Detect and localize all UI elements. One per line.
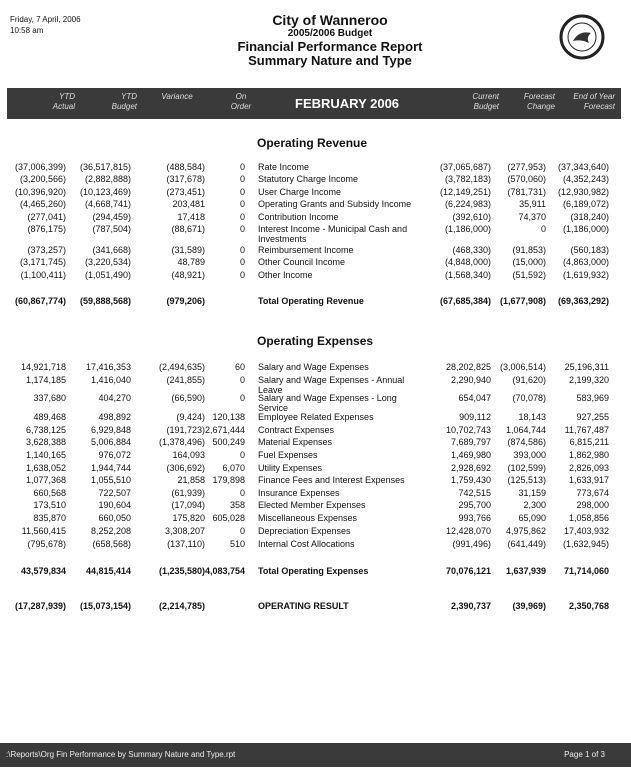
cell-variance: (488,584) <box>166 162 205 172</box>
cell-current-budget: 12,428,070 <box>445 526 491 536</box>
cell-ytd-actual: (4,465,260) <box>19 199 66 209</box>
cell-current-budget: (4,848,000) <box>444 257 491 267</box>
cell-line-item: Material Expenses <box>258 437 333 447</box>
cell-ytd-actual: 14,921,718 <box>20 362 66 372</box>
cell-line-item: User Charge Income <box>258 187 342 197</box>
cell-line-item: Other Income <box>258 270 313 280</box>
cell-ytd-actual: 1,077,368 <box>25 475 66 485</box>
cell-ytd-budget: 976,072 <box>98 450 131 460</box>
cell-ytd-actual: (876,175) <box>27 224 66 234</box>
cell-current-budget: 1,759,430 <box>450 475 491 485</box>
cell-variance: 3,308,207 <box>164 526 205 536</box>
cell-variance: (1,235,580) <box>158 566 205 576</box>
cell-on-order: 120,138 <box>212 412 245 422</box>
cell-ytd-budget: (15,073,154) <box>79 601 131 611</box>
cell-line-item: Internal Cost Allocations <box>258 539 355 549</box>
report-title: Financial Performance Report <box>237 39 423 54</box>
org-title: City of Wanneroo <box>272 12 388 28</box>
cell-ytd-budget: (787,504) <box>92 224 131 234</box>
col-eoy-forecast: End of Year Forecast <box>573 92 615 111</box>
cell-ytd-budget: 190,604 <box>98 500 131 510</box>
cell-ytd-actual: (277,041) <box>27 212 66 222</box>
cell-forecast-change: 2,300 <box>523 500 546 510</box>
cell-ytd-actual: 173,510 <box>33 500 66 510</box>
cell-ytd-budget: (341,668) <box>92 245 131 255</box>
cell-current-budget: 2,390,737 <box>450 601 491 611</box>
cell-variance: 164,093 <box>172 450 205 460</box>
cell-ytd-budget: 498,892 <box>98 412 131 422</box>
cell-on-order: 0 <box>239 187 245 197</box>
cell-ytd-actual: 489,468 <box>33 412 66 422</box>
cell-ytd-budget: (2,882,888) <box>84 174 131 184</box>
cell-line-item: Employee Related Expenses <box>258 412 374 422</box>
section-operating-revenue: Operating Revenue <box>257 136 368 150</box>
cell-ytd-budget: (658,568) <box>92 539 131 549</box>
cell-current-budget: 1,469,980 <box>450 450 491 460</box>
cell-forecast-change: (874,586) <box>507 437 546 447</box>
cell-eoy-forecast: 11,767,487 <box>564 425 609 435</box>
cell-current-budget: 2,290,940 <box>450 375 491 385</box>
cell-on-order: 0 <box>239 245 245 255</box>
cell-ytd-actual: 660,568 <box>33 488 66 498</box>
cell-variance: 17,418 <box>177 212 205 222</box>
cell-current-budget: 10,702,743 <box>445 425 491 435</box>
col-ytd-budget: YTD Budget <box>111 92 137 111</box>
cell-variance: (191,723) <box>166 425 205 435</box>
cell-line-item: Depreciation Expenses <box>258 526 351 536</box>
cell-variance: (1,378,496) <box>158 437 205 447</box>
cell-forecast-change: (51,592) <box>512 270 546 280</box>
col-current-budget: Current Budget <box>472 92 499 111</box>
cell-variance: (241,855) <box>166 375 205 385</box>
cell-eoy-forecast: 25,196,311 <box>564 362 609 372</box>
report-date: Friday, 7 April, 2006 <box>10 15 81 24</box>
cell-current-budget: 742,515 <box>458 488 491 498</box>
cell-ytd-actual: 43,579,834 <box>20 566 66 576</box>
cell-on-order: 0 <box>239 375 245 385</box>
cell-eoy-forecast: 2,199,320 <box>568 375 609 385</box>
footer-file-path: :\Reports\Org Fin Performance by Summary Nature and Type.rpt <box>6 750 236 759</box>
cell-variance: (2,494,635) <box>158 362 205 372</box>
cell-variance: 48,789 <box>177 257 205 267</box>
cell-eoy-forecast: 2,826,093 <box>568 463 609 473</box>
cell-forecast-change: 31,159 <box>518 488 546 498</box>
col-ytd-actual: YTD Actual <box>52 92 75 111</box>
cell-on-order: 605,028 <box>212 513 245 523</box>
cell-eoy-forecast: (560,183) <box>570 245 609 255</box>
cell-eoy-forecast: (1,619,932) <box>562 270 609 280</box>
cell-line-item: Interest Income - Municipal Cash and Investments <box>258 224 408 244</box>
cell-line-item: Statutory Charge Income <box>258 174 359 184</box>
cell-line-item: Miscellaneous Expenses <box>258 513 358 523</box>
cell-line-item: Insurance Expenses <box>258 488 340 498</box>
cell-forecast-change: 4,975,862 <box>505 526 546 536</box>
cell-eoy-forecast: (318,240) <box>570 212 609 222</box>
cell-forecast-change: (70,078) <box>512 393 546 403</box>
cell-current-budget: 295,700 <box>458 500 491 510</box>
cell-ytd-budget: (10,123,469) <box>79 187 131 197</box>
cell-ytd-budget: 6,929,848 <box>90 425 131 435</box>
cell-current-budget: (991,496) <box>452 539 491 549</box>
cell-ytd-budget: 17,416,353 <box>85 362 131 372</box>
cell-eoy-forecast: 1,058,856 <box>568 513 609 523</box>
cell-eoy-forecast: 6,815,211 <box>569 437 609 447</box>
cell-line-item: Finance Fees and Interest Expenses <box>258 475 405 485</box>
cell-variance: 175,820 <box>172 513 205 523</box>
cell-ytd-actual: 6,738,125 <box>25 425 66 435</box>
cell-ytd-actual: 1,174,185 <box>25 375 66 385</box>
cell-ytd-actual: 3,628,388 <box>25 437 66 447</box>
cell-variance: (17,094) <box>171 500 205 510</box>
cell-eoy-forecast: (37,343,640) <box>557 162 609 172</box>
col-on-order: On Order <box>230 92 252 111</box>
cell-ytd-actual: (17,287,939) <box>14 601 66 611</box>
city-logo-icon <box>559 14 605 60</box>
cell-ytd-budget: (3,220,534) <box>84 257 131 267</box>
cell-ytd-budget: 44,815,414 <box>85 566 131 576</box>
cell-on-order: 6,070 <box>222 463 245 473</box>
cell-ytd-budget: 404,270 <box>98 393 131 403</box>
cell-forecast-change: (102,599) <box>507 463 546 473</box>
cell-ytd-budget: 1,944,744 <box>90 463 131 473</box>
cell-eoy-forecast: (12,930,982) <box>557 187 609 197</box>
report-month: FEBRUARY 2006 <box>295 96 400 111</box>
cell-ytd-actual: (10,396,920) <box>14 187 66 197</box>
cell-eoy-forecast: 71,714,060 <box>563 566 609 576</box>
cell-variance: (88,671) <box>171 224 205 234</box>
cell-on-order: 0 <box>239 212 245 222</box>
cell-line-item: Contribution Income <box>258 212 339 222</box>
cell-eoy-forecast: (4,863,000) <box>562 257 609 267</box>
report-subtitle: Summary Nature and Type <box>248 53 412 68</box>
cell-eoy-forecast: (1,186,000) <box>562 224 609 234</box>
cell-ytd-actual: (1,100,411) <box>20 270 66 280</box>
cell-variance: 203,481 <box>172 199 205 209</box>
cell-current-budget: 909,112 <box>459 412 491 422</box>
column-header-band <box>7 88 621 119</box>
cell-on-order: 0 <box>239 393 245 403</box>
cell-variance: (66,590) <box>171 393 205 403</box>
cell-forecast-change: 18,143 <box>518 412 546 422</box>
cell-line-item: Total Operating Expenses <box>258 566 369 576</box>
cell-forecast-change: (1,677,908) <box>499 296 546 306</box>
cell-variance: (306,692) <box>166 463 205 473</box>
cell-variance: (273,451) <box>166 187 205 197</box>
cell-variance: (979,206) <box>166 296 205 306</box>
cell-forecast-change: 65,090 <box>518 513 546 523</box>
report-meta <box>10 14 81 36</box>
cell-current-budget: (67,685,384) <box>439 296 491 306</box>
cell-forecast-change: (39,969) <box>512 601 546 611</box>
cell-on-order: 0 <box>239 488 245 498</box>
cell-ytd-actual: 1,140,165 <box>25 450 66 460</box>
cell-on-order: 179,898 <box>212 475 245 485</box>
cell-forecast-change: (641,449) <box>507 539 546 549</box>
cell-forecast-change: 1,064,744 <box>505 425 546 435</box>
cell-on-order: 0 <box>239 526 245 536</box>
cell-current-budget: 2,928,692 <box>450 463 491 473</box>
cell-variance: 21,858 <box>177 475 205 485</box>
cell-line-item: Total Operating Revenue <box>258 296 364 306</box>
cell-line-item: Operating Grants and Subsidy Income <box>258 199 412 209</box>
cell-eoy-forecast: (4,352,243) <box>562 174 609 184</box>
cell-ytd-actual: 1,638,052 <box>25 463 66 473</box>
cell-eoy-forecast: 773,674 <box>576 488 609 498</box>
cell-forecast-change: (91,853) <box>512 245 546 255</box>
cell-on-order: 0 <box>239 224 245 234</box>
cell-forecast-change: (781,731) <box>507 187 546 197</box>
cell-eoy-forecast: 298,000 <box>576 500 609 510</box>
cell-on-order: 2,671,444 <box>204 425 245 435</box>
col-forecast-change: Forecast Change <box>523 92 555 111</box>
cell-line-item: Fuel Expenses <box>258 450 318 460</box>
cell-ytd-actual: 835,870 <box>33 513 66 523</box>
cell-line-item: Salary and Wage Expenses - Long Service <box>258 393 397 413</box>
cell-on-order: 60 <box>234 362 245 372</box>
cell-forecast-change: 0 <box>540 224 546 234</box>
cell-current-budget: 993,766 <box>458 513 491 523</box>
cell-on-order: 0 <box>239 450 245 460</box>
cell-line-item: Rate Income <box>258 162 310 172</box>
cell-variance: (48,921) <box>171 270 205 280</box>
cell-line-item: Salary and Wage Expenses - Annual Leave <box>258 375 405 395</box>
cell-on-order: 0 <box>239 257 245 267</box>
cell-current-budget: (6,224,983) <box>444 199 491 209</box>
cell-line-item: Utility Expenses <box>258 463 323 473</box>
cell-current-budget: (37,065,687) <box>439 162 491 172</box>
cell-eoy-forecast: 927,255 <box>576 412 609 422</box>
cell-current-budget: (1,186,000) <box>444 224 491 234</box>
cell-on-order: 0 <box>239 174 245 184</box>
cell-ytd-actual: (3,200,566) <box>19 174 66 184</box>
cell-on-order: 0 <box>239 162 245 172</box>
cell-ytd-budget: 5,006,884 <box>90 437 131 447</box>
cell-ytd-budget: (1,051,490) <box>84 270 131 280</box>
cell-variance: (9,424) <box>176 412 205 422</box>
cell-ytd-actual: (3,171,745) <box>19 257 66 267</box>
cell-eoy-forecast: 17,403,932 <box>563 526 609 536</box>
cell-line-item: Other Council Income <box>258 257 346 267</box>
cell-ytd-budget: (59,888,568) <box>79 296 131 306</box>
cell-eoy-forecast: 1,862,980 <box>568 450 609 460</box>
cell-line-item: Contract Expenses <box>258 425 335 435</box>
cell-ytd-actual: (795,678) <box>27 539 66 549</box>
cell-forecast-change: (15,000) <box>512 257 546 267</box>
cell-ytd-budget: 1,055,510 <box>90 475 131 485</box>
cell-ytd-budget: 722,507 <box>98 488 131 498</box>
cell-current-budget: (468,330) <box>452 245 491 255</box>
cell-ytd-budget: (294,459) <box>92 212 131 222</box>
cell-variance: (2,214,785) <box>158 601 205 611</box>
cell-ytd-budget: (36,517,815) <box>79 162 131 172</box>
cell-ytd-budget: (4,668,741) <box>84 199 131 209</box>
cell-eoy-forecast: (6,189,072) <box>562 199 609 209</box>
cell-line-item: Reimbursement Income <box>258 245 354 255</box>
cell-forecast-change: 393,000 <box>513 450 546 460</box>
cell-ytd-actual: (373,257) <box>27 245 66 255</box>
cell-ytd-budget: 8,252,208 <box>90 526 131 536</box>
cell-current-budget: (1,568,340) <box>444 270 491 280</box>
report-time: 10:58 am <box>10 26 44 35</box>
cell-forecast-change: 35,911 <box>519 199 546 209</box>
cell-variance: (137,110) <box>167 539 205 549</box>
cell-line-item: Salary and Wage Expenses <box>258 362 369 372</box>
cell-on-order: 0 <box>239 270 245 280</box>
cell-ytd-actual: 337,680 <box>33 393 66 403</box>
cell-forecast-change: 74,370 <box>518 212 546 222</box>
cell-ytd-actual: (37,006,399) <box>14 162 66 172</box>
cell-current-budget: 654,047 <box>458 393 491 403</box>
cell-forecast-change: 1,637,939 <box>505 566 546 576</box>
cell-current-budget: (392,610) <box>452 212 491 222</box>
cell-current-budget: 70,076,121 <box>445 566 491 576</box>
cell-eoy-forecast: (1,632,945) <box>562 539 609 549</box>
budget-title: 2005/2006 Budget <box>287 28 373 39</box>
cell-current-budget: 28,202,825 <box>445 362 491 372</box>
section-operating-expenses: Operating Expenses <box>257 334 374 348</box>
cell-ytd-budget: 1,416,040 <box>90 375 131 385</box>
cell-eoy-forecast: 1,633,917 <box>568 475 609 485</box>
cell-forecast-change: (91,620) <box>512 375 546 385</box>
cell-ytd-actual: (60,867,774) <box>14 296 66 306</box>
cell-ytd-actual: 11,560,415 <box>21 526 66 536</box>
cell-variance: (31,589) <box>171 245 205 255</box>
cell-forecast-change: (125,513) <box>507 475 546 485</box>
cell-forecast-change: (277,953) <box>507 162 546 172</box>
report-titles <box>180 13 480 68</box>
cell-on-order: 4,083,754 <box>204 566 245 576</box>
cell-forecast-change: (570,060) <box>507 174 546 184</box>
cell-variance: (317,678) <box>166 174 205 184</box>
cell-current-budget: (12,149,251) <box>439 187 491 197</box>
cell-line-item: Elected Member Expenses <box>258 500 366 510</box>
report-footer <box>0 743 631 767</box>
cell-eoy-forecast: 583,969 <box>576 393 609 403</box>
cell-variance: (61,939) <box>171 488 205 498</box>
cell-eoy-forecast: (69,363,292) <box>557 296 609 306</box>
col-variance: Variance <box>161 92 193 101</box>
cell-current-budget: 7,689,797 <box>450 437 491 447</box>
cell-on-order: 0 <box>239 199 245 209</box>
footer-page-number: Page 1 of 3 <box>564 750 605 759</box>
cell-on-order: 500,249 <box>212 437 245 447</box>
cell-forecast-change: (3,006,514) <box>499 362 546 372</box>
cell-ytd-budget: 660,050 <box>98 513 131 523</box>
cell-current-budget: (3,782,183) <box>444 174 491 184</box>
cell-eoy-forecast: 2,350,768 <box>568 601 609 611</box>
cell-line-item: OPERATING RESULT <box>258 601 349 611</box>
cell-on-order: 510 <box>229 539 245 549</box>
cell-on-order: 358 <box>229 500 245 510</box>
